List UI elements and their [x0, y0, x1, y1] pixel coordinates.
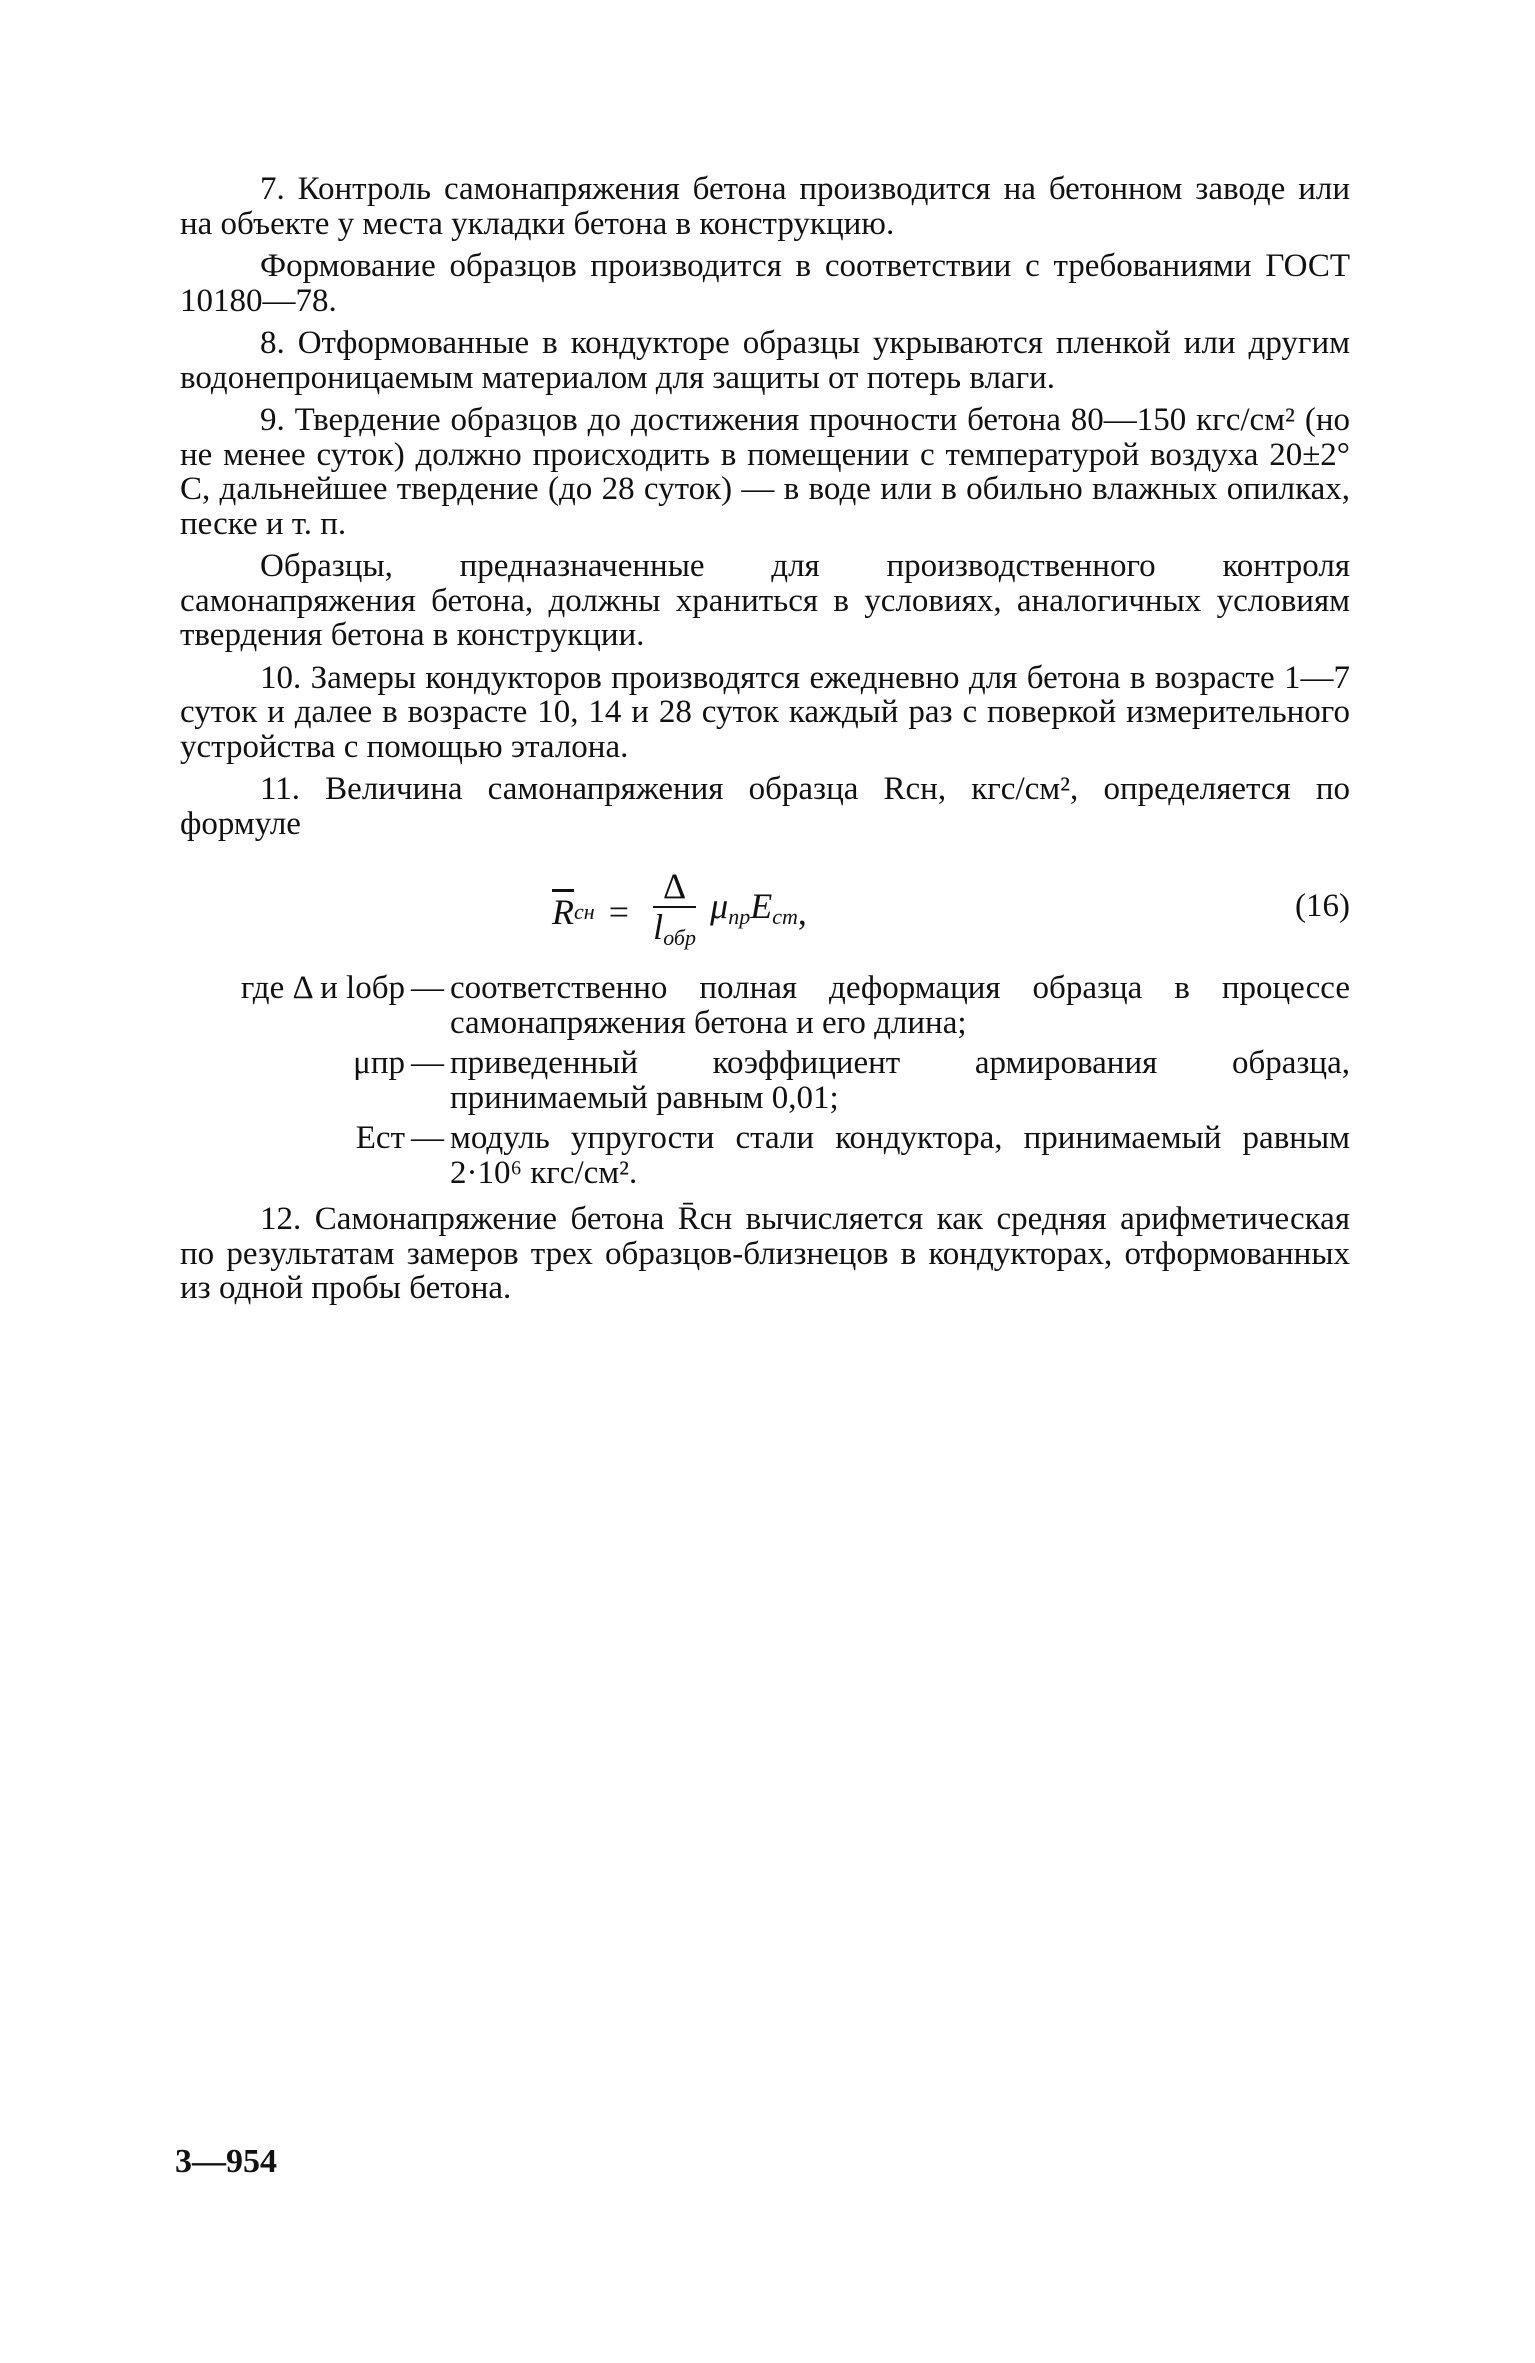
formula-fraction — [653, 866, 696, 955]
definition-dash: — — [411, 1120, 444, 1156]
paragraph-10: 10. Замеры кондукторов производятся ежедневно для бетона в возрасте 1—7 суток и далее в возрасте 10, 14 и 28 суток каждый раз с поверкой измерительного устройства с помощью эталона. — [180, 659, 1350, 765]
formula-lhs-subscript: сн — [574, 898, 595, 924]
definition-mu — [180, 1046, 1350, 1115]
formula-16 — [180, 851, 1350, 961]
paragraph-7-forming: Формование образцов производится в соответствии с требованиями ГОСТ 10180—78. — [180, 248, 1350, 319]
formula-factor-mu: $\mu_{пр}$ — [710, 886, 751, 930]
paragraph-9-storage: Образцы, предназначенные для производственного контроля самонапряжения бетона, должны храниться в условиях, аналогичных условиям твердения бетона в конструкции. — [180, 548, 1350, 653]
formula-numerator: Δ — [653, 869, 696, 908]
paragraph-8: 8. Отформованные в кондукторе образцы укрываются пленкой или другим водонепроницаемым материалом для защиты от потерь влаги. — [180, 325, 1350, 396]
formula-expression — [552, 866, 807, 955]
definition-dash: — — [411, 970, 444, 1006]
formula-factor-e: $E_{ст}$ — [750, 886, 798, 930]
definition-dash: — — [411, 1045, 444, 1081]
definition-text: модуль упругости стали кондуктора, принимаемый равным 2·10⁶ кгс/см². — [450, 1120, 1350, 1191]
formula-comma: , — [797, 891, 807, 932]
definition-symbol: μпр — [353, 1045, 405, 1081]
definitions-list — [180, 971, 1350, 1190]
formula-equals: = — [608, 891, 629, 932]
definition-e — [180, 1121, 1350, 1190]
body-text — [180, 172, 1350, 1314]
definition-symbol: где Δ и lобр — [240, 970, 405, 1006]
paragraph-11: 11. Величина самонапряжения образца Rсн, кгс/см², определяется по формуле — [180, 771, 1350, 842]
definition-text: соответственно полная деформация образца в процессе самонапряжения бетона и его длина; — [450, 970, 1350, 1041]
definition-delta-l — [180, 971, 1350, 1040]
page-footer-number: 3—954 — [175, 2143, 277, 2180]
paragraph-9: 9. Твердение образцов до достижения прочности бетона 80—150 кгс/см² (но не менее суток) должно происходить в помещении с температурой воздуха 20±2° С, дальнейшее твердение (до 28 суток) — в воде или в обильно влажных опилках, песке и т. п. — [180, 402, 1350, 542]
definition-text: приведенный коэффициент армирования образца, принимаемый равным 0,01; — [450, 1045, 1350, 1116]
formula-lhs: $\overline{R}$ — [552, 891, 574, 932]
paragraph-12: 12. Самонапряжение бетона R̄сн вычисляется как средняя арифметическая по результатам замеров трех образцов-близнецов в кондукторах, отформованных из одной пробы бетона. — [180, 1201, 1350, 1306]
paragraph-7: 7. Контроль самонапряжения бетона производится на бетонном заводе или на объекте у места укладки бетона в конструкцию. — [180, 171, 1350, 242]
formula-denominator: $l_{обр}$ — [653, 906, 696, 950]
equation-number: (16) — [1295, 888, 1350, 924]
definition-symbol: Eст — [355, 1120, 405, 1156]
